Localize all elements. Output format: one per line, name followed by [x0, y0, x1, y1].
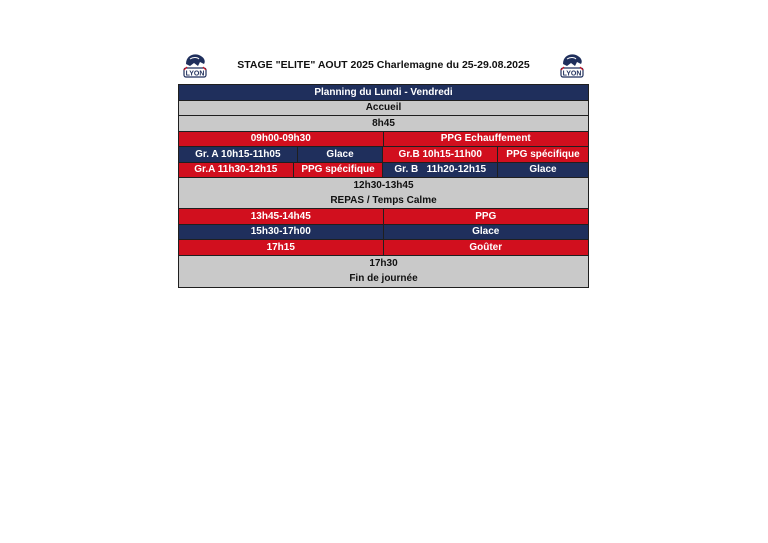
lyon-lion-logo-icon	[180, 50, 210, 80]
fin-row	[179, 256, 588, 287]
svg-text:LYON: LYON	[185, 70, 205, 78]
time-cell: 13h45-14h45	[179, 209, 384, 224]
activity-cell: Goûter	[384, 240, 589, 255]
group-time-cell: Gr. B 11h20-12h15	[383, 163, 498, 178]
time-cell: 17h15	[179, 240, 384, 255]
accueil-time: 8h45	[179, 116, 588, 131]
schedule-row-6	[179, 240, 588, 256]
schedule-row-3	[179, 163, 588, 179]
activity-cell: PPG Echauffement	[384, 132, 589, 147]
fin-time: 17h30	[369, 258, 398, 269]
activity-cell: Glace	[298, 147, 384, 162]
activity-cell: Glace	[498, 163, 588, 178]
schedule-row-2	[179, 147, 588, 163]
fin-label: Fin de journée	[349, 273, 418, 284]
repas-row	[179, 178, 588, 209]
schedule-row-5	[179, 225, 588, 241]
svg-text:LYON: LYON	[562, 70, 582, 78]
activity-cell: PPG spécifique	[294, 163, 384, 178]
repas-label: REPAS / Temps Calme	[330, 195, 437, 206]
lyon-lion-logo-icon	[557, 50, 587, 80]
schedule-row-4	[179, 209, 588, 225]
schedule-heading-row	[179, 85, 588, 101]
accueil-label: Accueil	[179, 101, 588, 116]
activity-cell: PPG	[384, 209, 589, 224]
schedule-heading: Planning du Lundi - Vendredi	[179, 85, 588, 100]
accueil-row	[179, 101, 588, 117]
time-cell: 15h30-17h00	[179, 225, 384, 240]
document-title: STAGE "ELITE" AOUT 2025 Charlemagne du 25-29.08.2025	[237, 59, 530, 71]
repas-time: 12h30-13h45	[353, 180, 414, 191]
activity-cell: Glace	[384, 225, 589, 240]
accueil-time-row	[179, 116, 588, 132]
document-header	[178, 50, 589, 84]
group-time-cell: Gr.A 11h30-12h15	[179, 163, 294, 178]
group-time-cell: Gr.B 10h15-11h00	[383, 147, 498, 162]
time-cell: 09h00-09h30	[179, 132, 384, 147]
schedule-table	[178, 84, 589, 288]
schedule-row-1	[179, 132, 588, 148]
group-time-cell: Gr. A 10h15-11h05	[179, 147, 298, 162]
activity-cell: PPG spécifique	[498, 147, 588, 162]
